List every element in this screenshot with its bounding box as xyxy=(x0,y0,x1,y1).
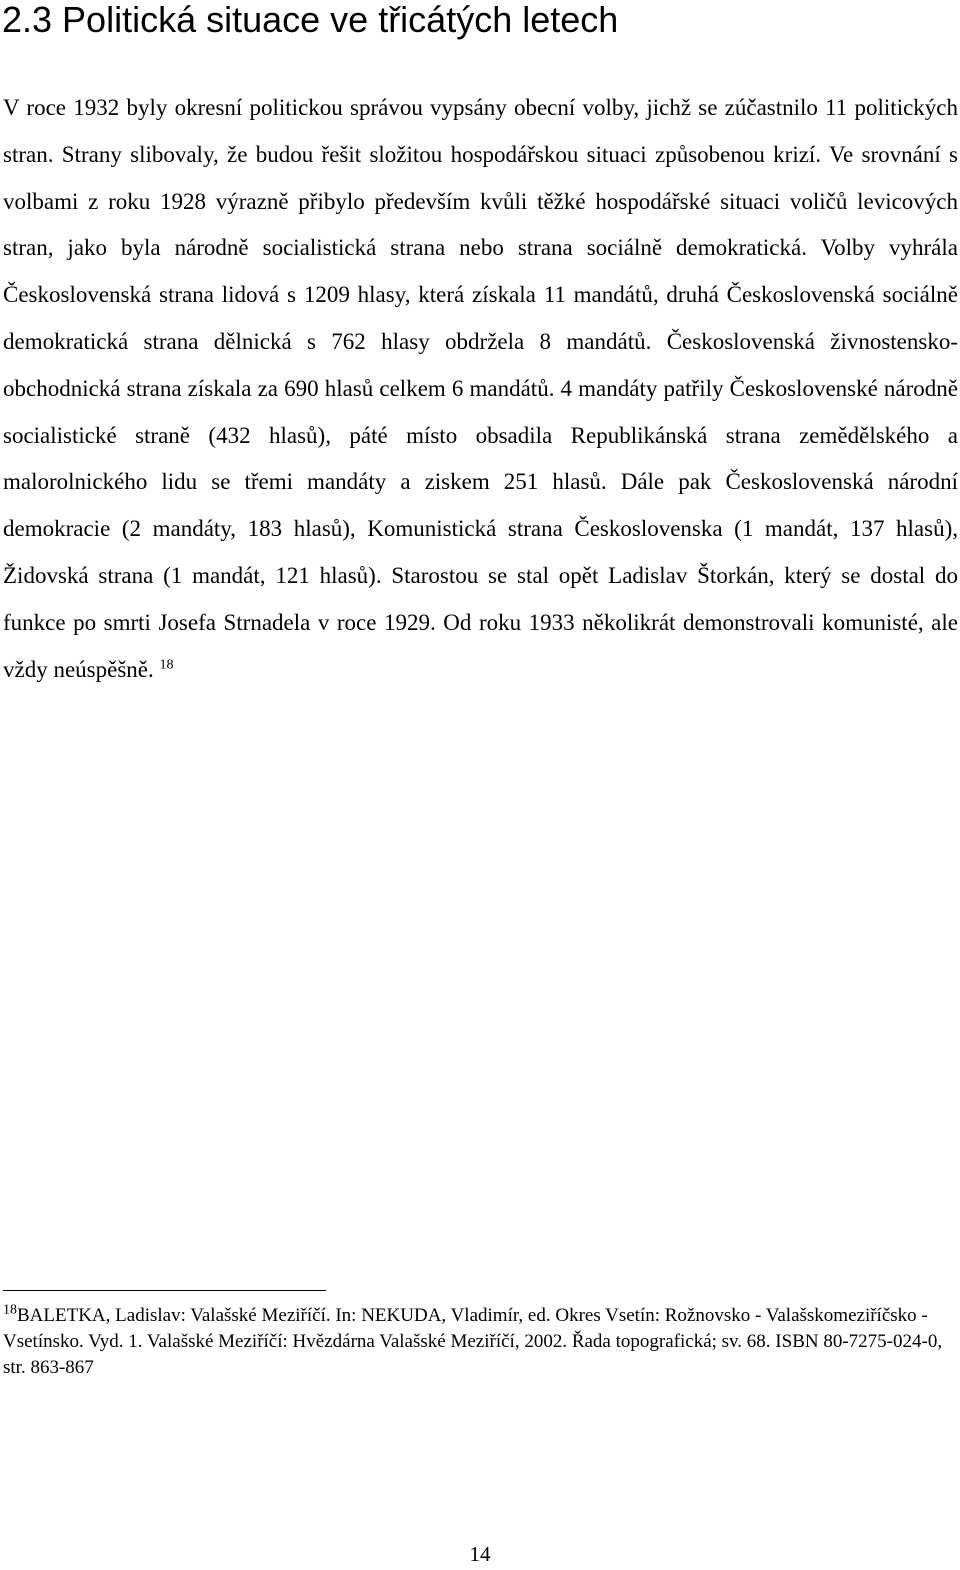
section-heading: 2.3 Politická situace ve třicátých letech xyxy=(2,0,619,40)
body-paragraph xyxy=(3,85,958,693)
footnote xyxy=(3,1303,958,1381)
footnote-reference[interactable]: 18 xyxy=(159,656,174,672)
page-number: 14 xyxy=(469,1542,491,1566)
footnote-marker: 18 xyxy=(3,1302,17,1318)
body-paragraph-text: V roce 1932 byly okresní politickou správou vypsány obecní volby, jichž se zúčastnilo 11 politických stran. Strany slibovaly, že budou řešit složitou hospodářskou situaci způsobenou krizí. Ve srovnání s volbami z roku 1928 výrazně přibylo především kvůli těžké hospodářské situaci voličů levicových stran, jako byla národně socialistická strana nebo strana sociálně demokratická. Volby vyhrála Československá strana lidová s 1209 hlasy, která získala 11 mandátů, druhá Československá sociálně demokratická strana dělnická s 762 hlasy obdržela 8 mandátů. Československá živnostensko-obchodnická strana získala za 690 hlasů celkem 6 mandátů. 4 mandáty patřily Československé národně socialistické straně (432 hlasů), páté místo obsadila Republikánská strana zemědělského a malorolnického lidu se třemi mandáty a ziskem 251 hlasů. Dále pak Československá národní demokracie (2 mandáty, 183 hlasů), Komunistická strana Československa (1 mandát, 137 hlasů), Židovská strana (1 mandát, 121 hlasů). Starostou se stal opět Ladislav Štorkán, který se dostal do funkce po smrti Josefa Strnadela v roce 1929. Od roku 1933 několikrát demonstrovali komunisté, ale vždy neúspěšně. xyxy=(3,95,958,682)
footnote-separator xyxy=(3,1290,326,1291)
footnote-text: BALETKA, Ladislav: Valašské Meziříčí. In: NEKUDA, Vladimír, ed. Okres Vsetín: Rožnovsko - Valašskomeziříčsko - Vsetínsko. Vyd. 1. Valašské Meziříčí: Hvězdárna Valašské Meziříčí, 2002. Řada topografická; sv. 68. ISBN 80-7275-024-0, str. 863-867 xyxy=(3,1305,943,1378)
